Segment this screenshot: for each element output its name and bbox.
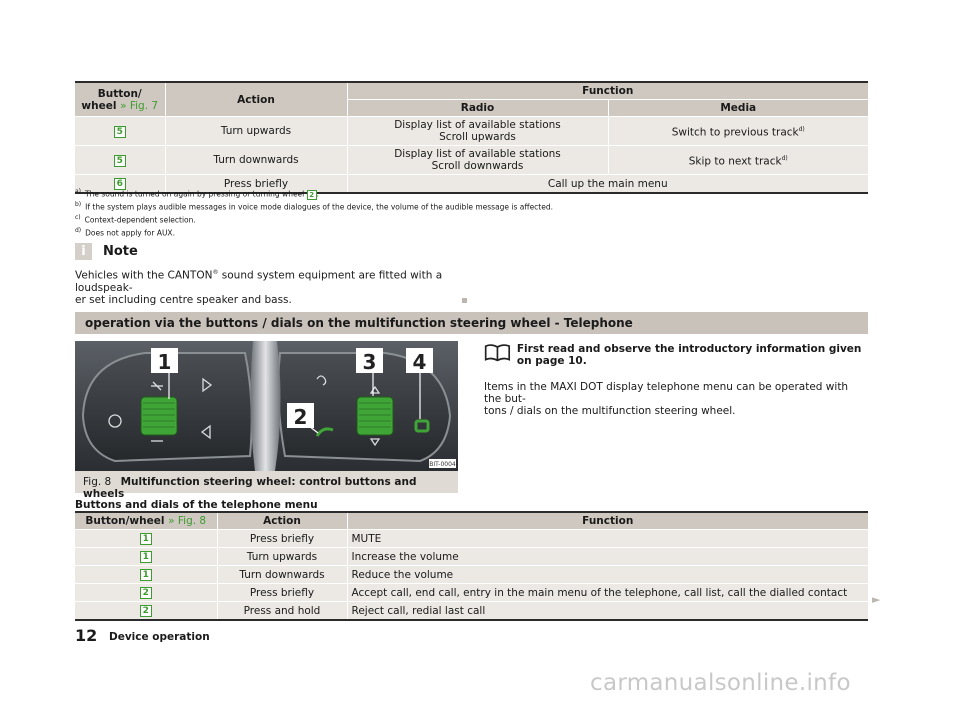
button-key: 2 [307, 190, 317, 200]
col-header-button: Button/ wheel » Fig. 7 [75, 82, 165, 117]
footnote: $^{a)}$ The sound is turned on again by pressing or turning wheel 2 . [75, 188, 320, 199]
note-text: Vehicles with the CANTON® sound system equipment are fitted with a loudspeak- er set including centre speaker and bass. [75, 267, 470, 306]
intro-paragraph: Items in the MAXI DOT display telephone menu can be operated with the but- tons / dials on the multifunction steering wheel. [484, 381, 849, 417]
col-header-function: Function [347, 82, 868, 100]
section-title: operation via the buttons / dials on the multifunction steering wheel - Telephone [85, 316, 633, 330]
callout-4: 4 [412, 350, 427, 374]
col-header-radio: Radio [347, 100, 608, 117]
callout-1: 1 [157, 350, 172, 374]
note-box [75, 243, 470, 306]
button-key: 1 [140, 551, 152, 563]
footnote: $^{d)}$ Does not apply for AUX. [75, 227, 175, 238]
figure-caption: Fig. 8 Multifunction steering wheel: control buttons and wheels [83, 476, 417, 500]
read-first-text: First read and observe the introductory information given on page 10. [516, 343, 862, 367]
table-row: 1 Turn downwards Reduce the volume [75, 566, 868, 584]
button-key: 1 [140, 533, 152, 545]
continue-arrow-icon: ► [872, 593, 881, 606]
col-header-media: Media [608, 100, 868, 117]
table-row: 2 Press and hold Reject call, redial last call [75, 602, 868, 621]
footnote: $^{b)}$ If the system plays audible messages in voice mode dialogues of the device, the volume of the audible message is affected. [75, 201, 554, 212]
footnotes [75, 187, 875, 239]
callout-3: 3 [362, 350, 377, 374]
table-row: 6 Press briefly Call up the main menu [75, 175, 868, 194]
button-key: 2 [140, 605, 152, 617]
button-key: 2 [140, 587, 152, 599]
button-key: 5 [114, 126, 126, 138]
col-header-action: Action [165, 82, 347, 117]
col-header-button: Button/wheel » Fig. 8 [75, 512, 217, 530]
button-key: 1 [140, 569, 152, 581]
table-row: 1 Turn upwards Increase the volume [75, 548, 868, 566]
table-row: 5 Turn downwards Display list of available stations Scroll downwards Skip to next track$^{d)}$ [75, 146, 868, 175]
col-header-action: Action [217, 512, 347, 530]
table-row: 5 Turn upwards Display list of available stations Scroll upwards Switch to previous track$^{d)}$ [75, 117, 868, 146]
info-icon: i [75, 243, 92, 260]
telephone-button-table [75, 511, 868, 621]
callout-2: 2 [293, 405, 308, 429]
steering-wheel-photo [75, 341, 458, 471]
table-row: 2 Press briefly Accept call, end call, entry in the main menu of the telephone, call list, call the dialled contact [75, 584, 868, 602]
button-key: 6 [114, 178, 126, 190]
intro-block [484, 341, 868, 417]
footer-section: Device operation [109, 631, 210, 643]
figure-code: BIT-0004 [429, 461, 456, 468]
end-mark-icon [462, 298, 467, 303]
figure-steering-wheel [75, 341, 458, 500]
watermark: carmanualsonline.info [590, 670, 851, 696]
manual-book-icon [484, 341, 511, 363]
button-function-table-media [75, 81, 868, 194]
note-title: Note [103, 244, 138, 259]
button-key: 5 [114, 155, 126, 167]
section-header [75, 312, 868, 334]
table2-title: Buttons and dials of the telephone menu [75, 499, 318, 511]
table-row: 1 Press briefly MUTE [75, 530, 868, 548]
footnote: $^{c)}$ Context-dependent selection. [75, 214, 196, 225]
col-header-function: Function [347, 512, 868, 530]
page-number: 12 [75, 626, 98, 645]
